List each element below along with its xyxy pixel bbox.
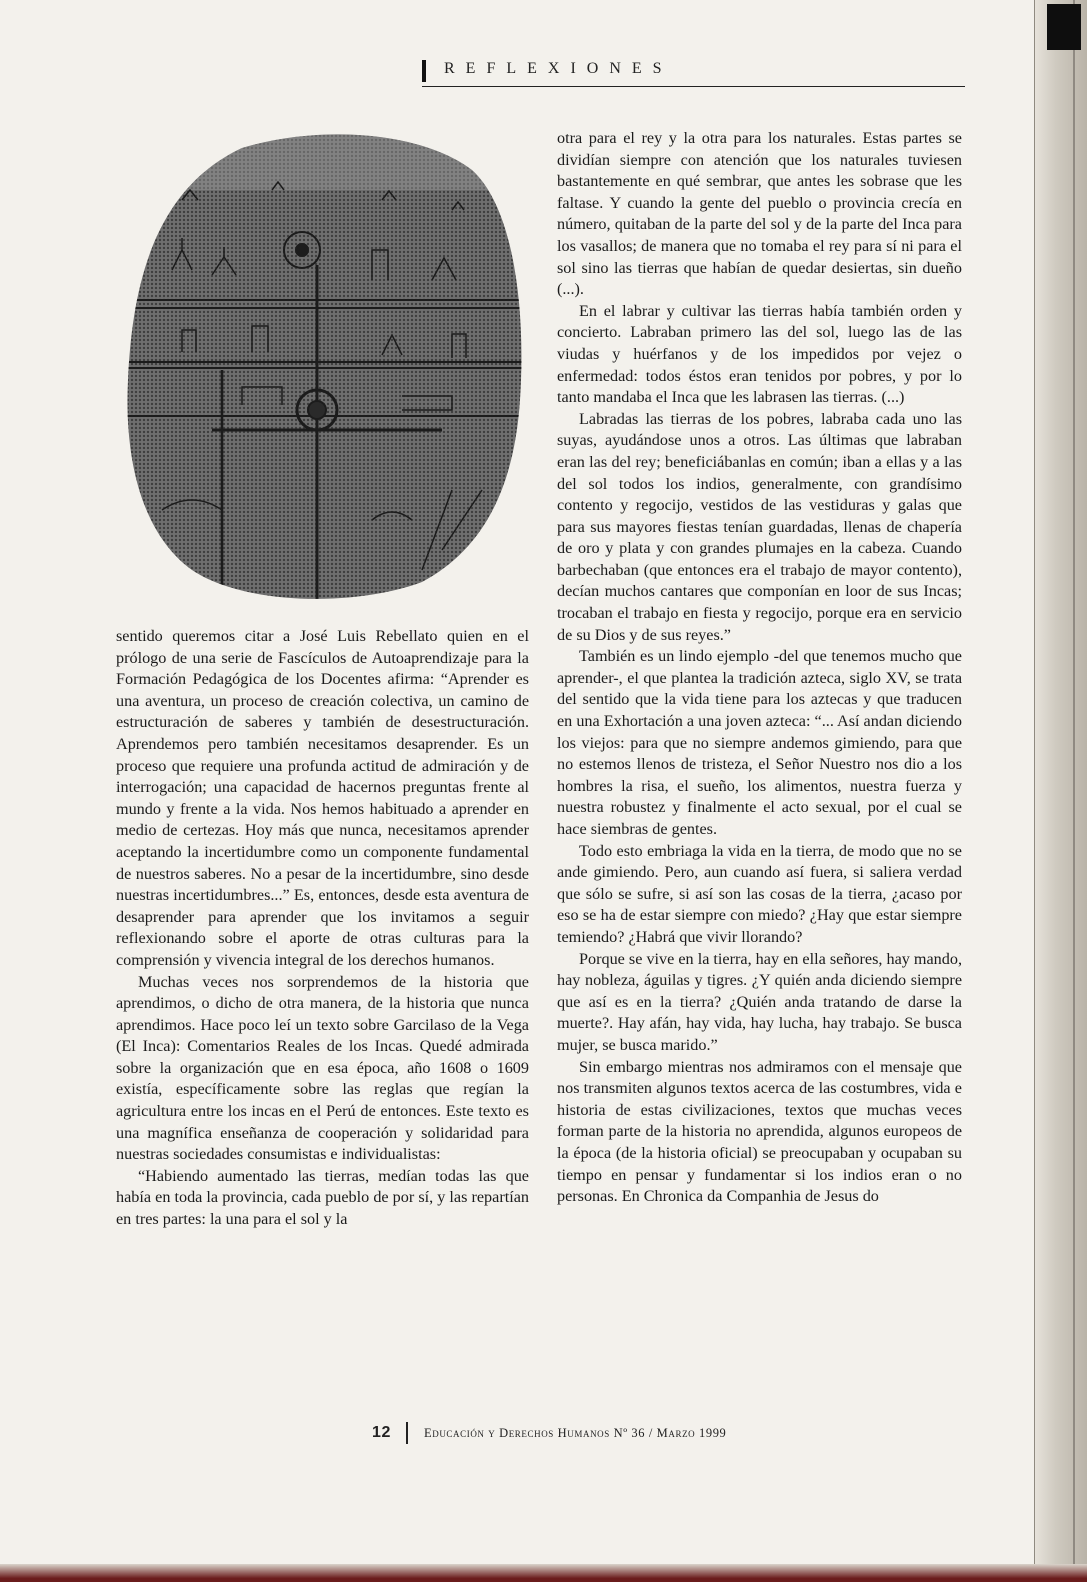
paragraph: Todo esto embriaga la vida en la tierra, de modo que no se ande gimiendo. Pero, aun cuando así fuera, si saliera verdad que sólo se sufre, si así son las cosas de la tierra, ¿acaso por eso se ha de estar siempre con miedo? ¿Hay que estar siempre temiendo? ¿Habrá que vivir llorando? [557,841,962,946]
section-title: REFLEXIONES [444,60,673,77]
inca-cosmological-drawing-image [122,130,526,600]
text-column-right [557,128,962,1208]
bottom-edge [0,1564,1087,1582]
paragraph: Porque se vive en la tierra, hay en ella señores, hay mando, hay nobleza, águilas y tigres. ¿Y quién anda diciendo siempre que así es en la tierra? ¿Quién anda tratando de darse la muerte?. Hay afán, hay vida, hay lucha, hay trabajo. Se busca mujer, se busca marido.” [557,949,962,1054]
drawing-svg [122,130,526,600]
publication-info: Educación y Derechos Humanos Nº 36 / Marzo 1999 [424,1426,727,1440]
paragraph: sentido queremos citar a José Luis Rebellato quien en el prólogo de una serie de Fascículos de Autoaprendizaje para la Formación Pedagógica de los Docentes afirma: “Aprender es una aventura, un proceso de creación colectiva, un camino de estructuración de saberes y también de desestructuración. Aprendemos pero también necesitamos desaprender. Es un proceso que requiere una profunda actitud de admiración y de interrogación; una capacidad de hacernos preguntas frente al mundo y frente a la vida. Nos hemos habituado a aprender en medio de certezas. Hoy más que nunca, necesitamos aprender aceptando la incertidumbre como un componente fundamental de nuestros saberes. No a pesar de la incertidumbre, sino desde nuestras incertidumbres...” Es, entonces, desde esta aventura de desaprender para aprender que los invitamos a seguir reflexionando sobre el aporte de otras culturas para la comprensión y vivencia integral de los derechos humanos. [116,627,529,969]
section-header [422,56,965,87]
paragraph: Labradas las tierras de los pobres, labraba cada uno las suyas, ayudándose unos a otros. Las últimas que labraban eran las del rey; beneficiábanlas en común; iban a ellas y a las del sol todos los indios, generalmente, con grandísimo contento y regocijo, vestidos de las vestiduras y galas que para sus mayores fiestas tenían guardadas, llenas de chapería de oro y plata y con grandes plumajes en la cabeza. Cuando barbechaban (que entonces era el trabajo de mayor contento), decían muchos cantares que componían en loor de sus Incas; trocaban el trabajo en fiesta y regocijo, porque era en servicio de su Dios y de sus reyes.” [557,409,962,644]
paragraph: En el labrar y cultivar las tierras había también orden y concierto. Labraban primero las del sol, luego las de las viudas y huérfanos y de los impedidos por vejez o enfermedad: todos éstos eran tenidos por pobres, y por lo tanto mandaba el Inca que les labrasen las tierras. (...) [557,301,962,407]
paragraph: otra para el rey y la otra para los naturales. Estas partes se dividían siempre con atención que los naturales tuviesen bastantemente en qué sembrar, que antes les sobrase que les faltase. Y cuando la gente del pueblo o provincia crecía en número, quitaban de la parte del sol y de la parte del Inca para los vasallos; de manera que no tomaba el rey para sí ni para el sol sino las tierras que habían de quedar desiertas, sin dueño (...). [557,129,962,299]
text-column-left [116,626,529,1231]
corner-mark [1047,4,1081,50]
paragraph: También es un lindo ejemplo -del que tenemos mucho que aprender-, el que plantea la tradición azteca, siglo XV, se trata del sentido que la vida tiene para los aztecas y que traducen en una Exhortación a una joven azteca: “... Así andan diciendo los viejos: para que no siempre andemos gimiendo, para que no estemos llenos de tristeza, el Señor Nuestro nos dio a los hombres la risa, el sueño, los alimentos, nuestra fuerza y nuestra robustez y finalmente el acto sexual, por el cual se hace siembras de gentes. [557,647,962,838]
paragraph: “Habiendo aumentado las tierras, medían todas las que había en toda la provincia, cada pueblo de por sí, y las repartían en tres partes: la una para el sol y la [116,1166,529,1229]
page-edge-line [1073,0,1075,1582]
paragraph: Muchas veces nos sorprendemos de la historia que aprendimos, o dicho de otra manera, de la historia que nunca aprendimos. Hace poco leí un texto sobre Garcilaso de la Vega (El Inca): Comentarios Reales de los Incas. Quedé admirada sobre la organización que en esa época, año 1608 o 1609 existía, específicamente sobre las reglas que regían la agricultura entre los incas en el Perú de entonces. Este texto es una magnífica enseñanza de cooperación y solidaridad para nuestras sociedades consumistas e individualistas: [116,972,529,1164]
page-footer [372,1424,832,1450]
header-bar [422,60,426,82]
page-edge [1034,0,1087,1582]
page-number: 12 [372,1424,391,1441]
footer-divider [406,1422,408,1444]
paragraph: Sin embargo mientras nos admiramos con el mensaje que nos transmiten algunos textos acerca de las costumbres, vida e historia de estas civilizaciones, textos que muchas veces forman parte de la historia no aprendida, algunos europeos de la época (de la historia oficial) se preocupaban y ocupaban su tiempo en pensar y fundamentar si los indios eran o no personas. En Chronica da Companhia de Jesus do [557,1057,962,1206]
